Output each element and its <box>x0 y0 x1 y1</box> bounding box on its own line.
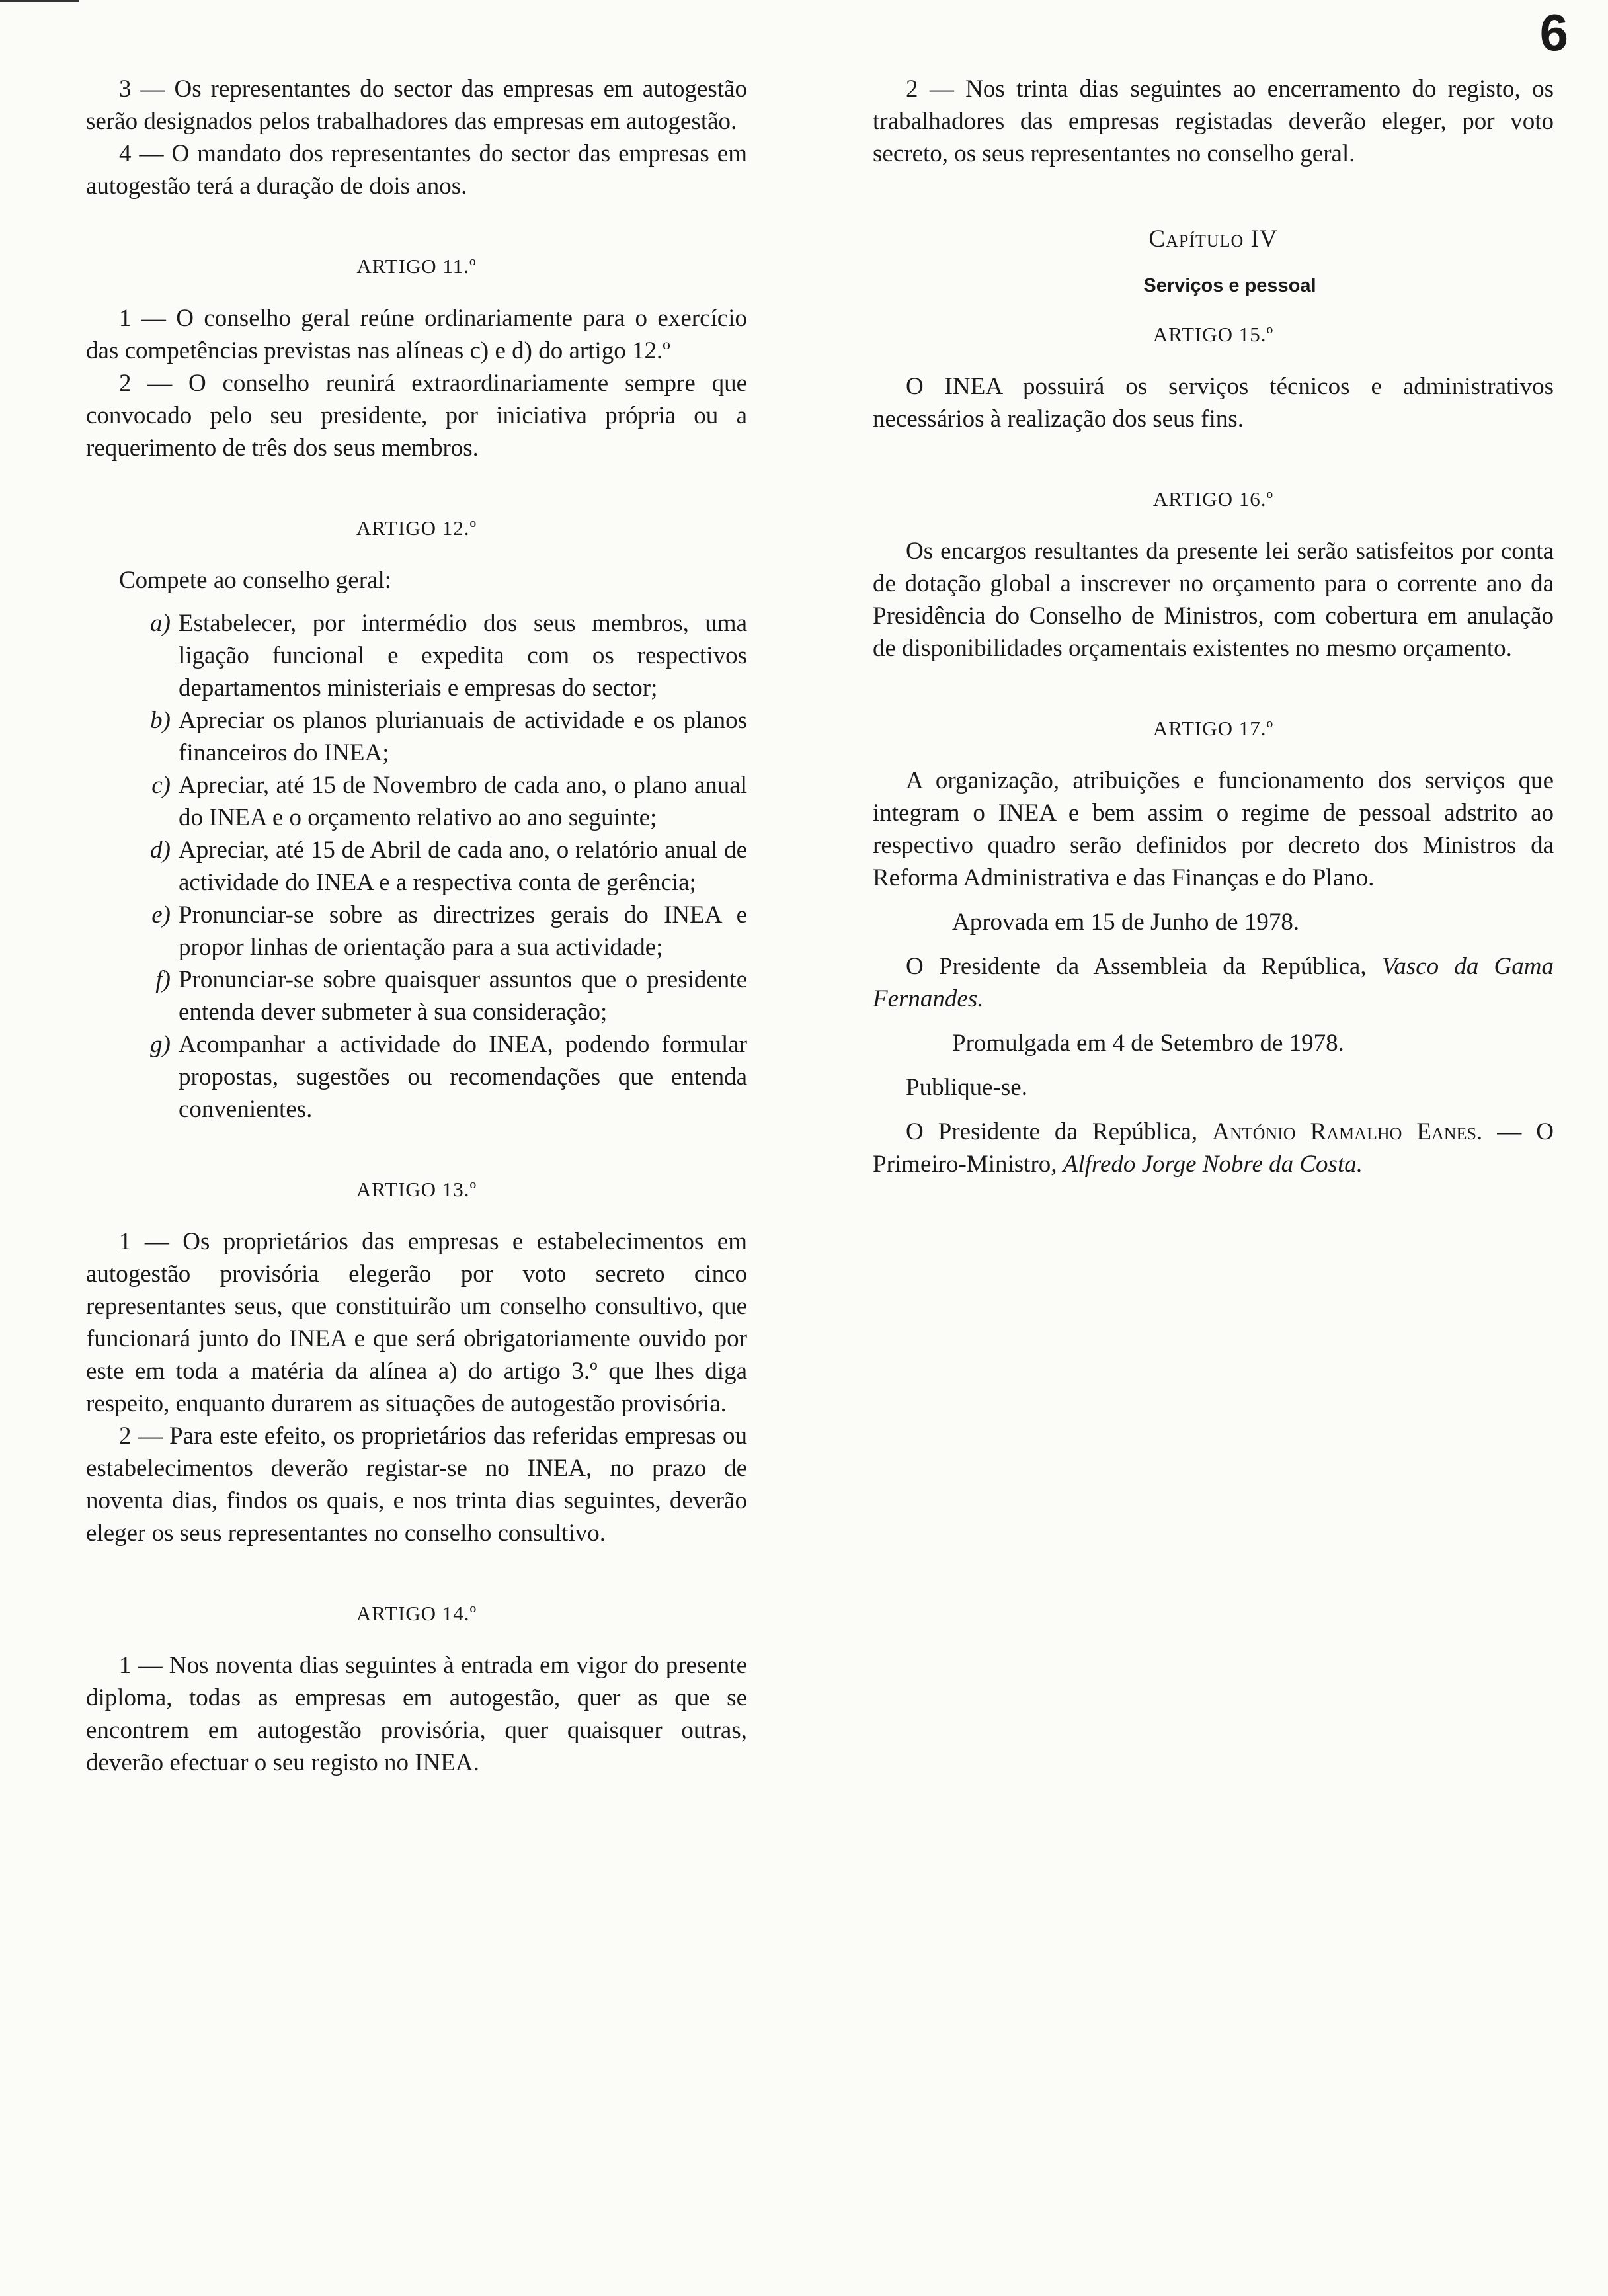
list-item <box>86 704 747 769</box>
art17-paragraph: A organização, atribuições e funcionamento dos serviços que integram o INEA e bem assim o regime de pessoal adstrito ao respectivo quadro serão definidos por decreto dos Ministros da Reforma Administrativa e das Finanças e do Plano. <box>873 767 1554 891</box>
art12-list <box>86 607 747 1126</box>
art10-paragraph-4: 4 — O mandato dos representantes do sector das empresas em autogestão terá a duração de dois anos. <box>86 140 747 200</box>
art13-heading: ARTIGO 13.º <box>356 1178 477 1201</box>
art14-paragraph-1: 1 — Nos noventa dias seguintes à entrada em vigor do presente diploma, todas as empresas em autogestão, quer as que se encontrem em autogestão provisória, quer quaisquer outras, deverão efectuar o seu registo no INEA. <box>86 1652 747 1776</box>
art17-heading: ARTIGO 17.º <box>1152 717 1274 740</box>
art16-heading: ARTIGO 16.º <box>1152 487 1274 511</box>
art10-paragraph-3: 3 — Os representantes do sector das empresas em autogestão serão designados pelos trabalhadores das empresas em autogestão. <box>86 75 747 135</box>
publish-order: Publique-se. <box>906 1074 1027 1101</box>
item-text: Estabelecer, por intermédio dos seus membros, uma ligação funcional e expedita com os respectivos departamentos ministeriais e empresas do sector; <box>179 610 747 702</box>
assembly-president-name: Vasco da Gama Fernandes. <box>873 953 1554 1012</box>
art14-heading: ARTIGO 14.º <box>356 1602 477 1625</box>
assembly-president <box>873 950 1554 1015</box>
item-label: d) <box>150 837 171 864</box>
art16-paragraph: Os encargos resultantes da presente lei serão satisfeitos por conta de dotação global a inscrever no orçamento para o corrente ano da Presidência do Conselho de Ministros, com cobertura em anulação de disponibilidades orçamentais existentes no mesmo orçamento. <box>873 538 1554 662</box>
promulgation-date: Promulgada em 4 de Setembro de 1978. <box>952 1030 1344 1057</box>
art14-paragraph-2: 2 — Nos trinta dias seguintes ao encerramento do registo, os trabalhadores das empresas registadas deverão eleger, por voto secreto, os seus representantes no conselho geral. <box>873 75 1554 167</box>
art11-paragraph-1: 1 — O conselho geral reúne ordinariamente para o exercício das competências previstas nas alíneas c) e d) do artigo 12.º <box>86 305 747 364</box>
item-text: Apreciar, até 15 de Abril de cada ano, o relatório anual de actividade do INEA e a respectiva conta de gerência; <box>179 837 747 896</box>
art15-paragraph: O INEA possuirá os serviços técnicos e administrativos necessários à realização dos seus fins. <box>873 373 1554 432</box>
item-text: Apreciar, até 15 de Novembro de cada ano, o plano anual do INEA e o orçamento relativo ao ano seguinte; <box>179 772 747 831</box>
item-label: c) <box>151 772 171 799</box>
chapter-title: Capítulo IV <box>1148 226 1278 253</box>
item-text: Acompanhar a actividade do INEA, podendo formular propostas, sugestões ou recomendações que entenda convenientes. <box>179 1031 747 1123</box>
item-label: a) <box>150 610 171 637</box>
president-name: António Ramalho Eanes. <box>1212 1118 1483 1145</box>
art11-paragraph-2: 2 — O conselho reunirá extraordinariamente sempre que convocado pelo seu presidente, por iniciativa própria ou a requerimento de três dos seus membros. <box>86 370 747 462</box>
item-text: Pronunciar-se sobre quaisquer assuntos que o presidente entenda dever submeter à sua consideração; <box>179 966 747 1026</box>
list-item <box>86 834 747 899</box>
chapter-subtitle: Serviços e pessoal <box>1143 275 1316 296</box>
art15-heading: ARTIGO 15.º <box>1152 323 1274 346</box>
page-number: 6 <box>1539 3 1568 62</box>
art13-paragraph-1: 1 — Os proprietários das empresas e estabelecimentos em autogestão provisória elegerão por voto secreto cinco representantes seus, que constituirão um conselho consultivo, que funcionará junto do INEA e que será obrigatoriamente ouvido por este em toda a matéria da alínea a) do artigo 3.º que lhes diga respeito, enquanto durarem as situações de autogestão provisória. <box>86 1228 747 1417</box>
item-label: g) <box>150 1031 171 1058</box>
item-text: Apreciar os planos plurianuais de actividade e os planos financeiros do INEA; <box>179 707 747 766</box>
signatures <box>873 1116 1554 1180</box>
pm-name: Alfredo Jorge Nobre da Costa. <box>1063 1151 1363 1178</box>
list-item <box>86 769 747 834</box>
right-column <box>873 73 1554 1180</box>
approval-date: Aprovada em 15 de Junho de 1978. <box>952 909 1300 936</box>
president-prefix: O Presidente da República, <box>906 1118 1213 1145</box>
pm-prefix: — O Primeiro-Ministro, <box>873 1118 1554 1178</box>
top-rule <box>0 0 79 2</box>
list-item <box>86 607 747 704</box>
assembly-president-prefix: O Presidente da Assembleia da República, <box>906 953 1382 980</box>
list-item <box>86 899 747 964</box>
item-label: b) <box>150 707 171 734</box>
item-label: f) <box>155 966 171 993</box>
list-item <box>86 1028 747 1126</box>
left-column <box>86 73 747 1779</box>
art12-heading: ARTIGO 12.º <box>356 516 477 540</box>
list-item <box>86 964 747 1028</box>
item-label: e) <box>151 901 171 928</box>
item-text: Pronunciar-se sobre as directrizes gerais do INEA e propor linhas de orientação para a sua actividade; <box>179 901 747 961</box>
art11-heading: ARTIGO 11.º <box>356 255 477 278</box>
art13-paragraph-2: 2 — Para este efeito, os proprietários das referidas empresas ou estabelecimentos deverão registar-se no INEA, no prazo de noventa dias, findos os quais, e nos trinta dias seguintes, deverão eleger os seus representantes no conselho consultivo. <box>86 1422 747 1547</box>
art12-intro: Compete ao conselho geral: <box>119 567 392 594</box>
